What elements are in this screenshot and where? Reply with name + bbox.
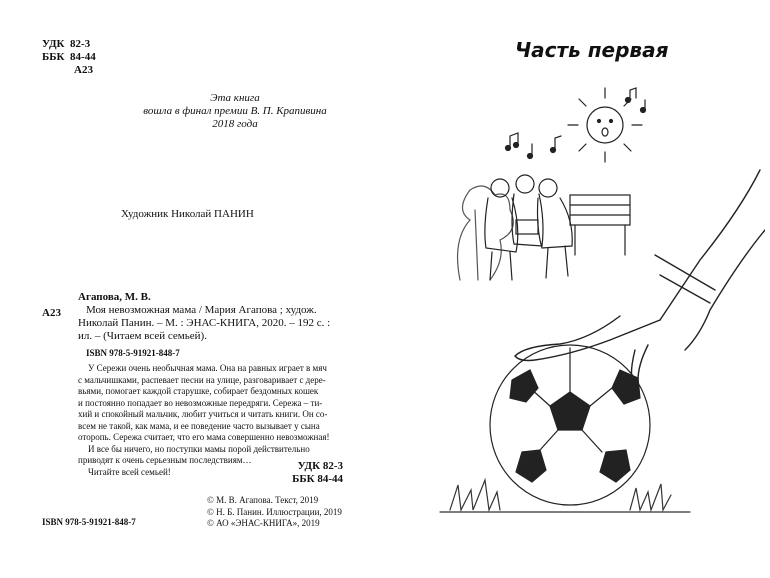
bottom-codes <box>262 460 343 486</box>
award-note-line: 2018 года <box>212 118 258 130</box>
catalog-line: Николай Панин. – М. : ЭНАС-КНИГА, 2020. – 192 с. : <box>78 317 331 329</box>
annotation-line: и постоянно попадает во невозможные передряги. Сережа – ти- <box>78 397 323 408</box>
bottom-udk: УДК 82-3 <box>297 460 343 472</box>
annotation-line: с мальчишками, распевает песни на улице, разговаривает с дере- <box>78 374 326 385</box>
soccer-ball-icon <box>490 345 650 505</box>
catalog-line: Моя невозможная мама / Мария Агапова ; худож. <box>86 304 317 316</box>
old-women-group <box>485 175 572 280</box>
high-heel-leg <box>515 170 765 380</box>
annotation-line: Читайте всей семьей! <box>88 466 171 477</box>
music-notes-icon <box>506 88 646 159</box>
illustrator-credit: Художник Николай ПАНИН <box>121 208 254 220</box>
isbn-bottom: ISBN 978-5-91921-848-7 <box>42 517 136 527</box>
copyright-line: © Н. Б. Панин. Иллюстрации, 2019 <box>207 506 342 517</box>
catalog-author: Агапова, М. В. <box>78 291 151 303</box>
annotation-line: всем не такой, как мама, и ее поведение часто вызывает у сына <box>78 420 320 431</box>
annotation-line: И все бы ничего, но поступки мамы порой действительно <box>88 443 310 454</box>
annotation-line: хий и спокойный мальчик, любит учиться и читать книги. Он со- <box>78 409 328 419</box>
bbk-label: ББК <box>42 51 65 63</box>
copyright-line: © М. В. Агапова. Текст, 2019 <box>207 495 319 505</box>
right-page <box>385 0 770 578</box>
annotation-line: оторопь. Сережа считает, что его мама совершенно невозможная! <box>78 432 330 442</box>
bench <box>570 195 630 255</box>
catalog-mark: А23 <box>42 307 61 319</box>
udk-label: УДК <box>42 38 65 50</box>
udk-header <box>42 38 122 77</box>
grass <box>440 480 690 512</box>
annotation-line: вьями, помогает каждой старушке, собирает бездомных кошек <box>78 386 319 396</box>
annotation-line: приводят к очень серьезным последствиям… <box>78 455 252 465</box>
copyrights <box>207 495 377 530</box>
copyright-line: © АО «ЭНАС-КНИГА», 2019 <box>207 518 320 528</box>
award-note-line: Эта книга <box>210 92 260 104</box>
catalog-line: ил. – (Читаем всей семьей). <box>78 330 207 342</box>
chapter-illustration <box>430 80 765 520</box>
catalog-isbn: ISBN 978-5-91921-848-7 <box>86 348 180 358</box>
udk-value: 82-3 <box>70 38 91 50</box>
catalog-entry <box>42 291 362 360</box>
part-title: Часть первая <box>515 38 669 62</box>
award-note-line: вошла в финал премии В. П. Крапивина <box>143 105 327 117</box>
bottom-bbk: ББК 84-44 <box>292 473 343 485</box>
award-note <box>140 92 330 131</box>
bbk-value: 84-44 <box>70 51 96 63</box>
author-mark: А23 <box>74 64 93 76</box>
annotation-line: У Сережи очень необычная мама. Она на равных играет в мяч <box>88 363 327 373</box>
